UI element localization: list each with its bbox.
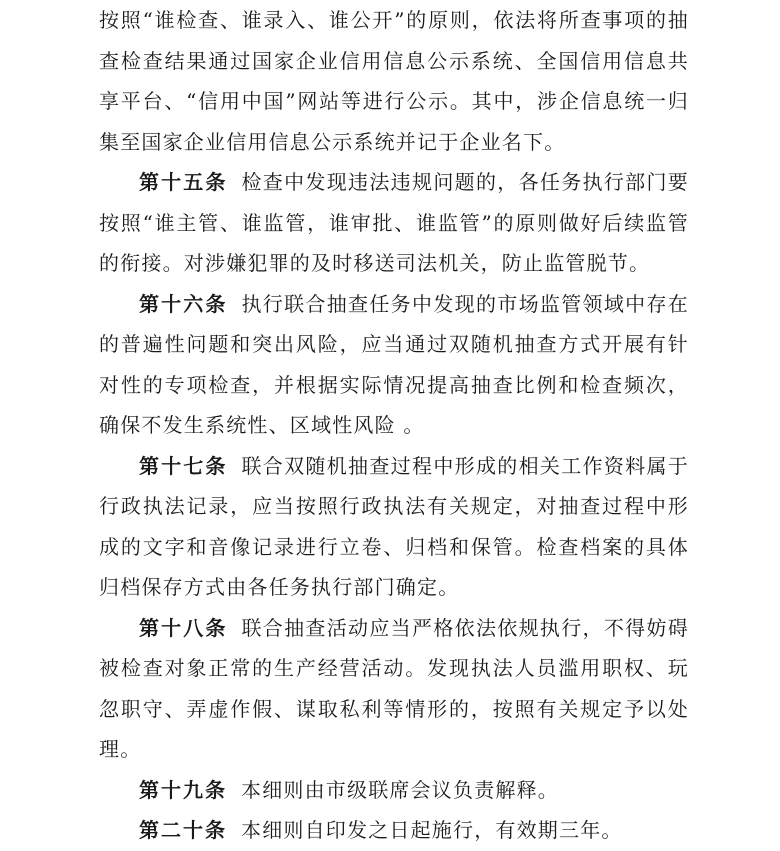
article-text: 执行联合抽查任务中发现的市场监管领域中存在的普遍性问题和突出风险，应当通过双随机抽查方式开展有针对性的专项检查，并根据实际情况提高抽查比例和检查频次，确保不发生系统性、区域性风险 。 — [99, 291, 689, 437]
article-label: 第十五条 — [139, 170, 228, 194]
article-label: 第十七条 — [139, 453, 228, 478]
article-label: 第十九条 — [139, 777, 227, 802]
document-body — [99, 0, 689, 851]
article-17 — [99, 446, 689, 608]
article-20 — [99, 810, 689, 851]
article-text: 联合双随机抽查过程中形成的相关工作资料属于行政执法记录，应当按照行政执法有关规定，对抽查过程中形成的文字和音像记录进行立卷、归档和保管。检查档案的具体归档保存方式由各任务执行部门确定。 — [99, 453, 689, 599]
article-label: 第十六条 — [139, 291, 228, 316]
continuation-paragraph: 按照“谁检查、谁录入、谁公开”的原则，依法将所查事项的抽查检查结果通过国家企业信用信息公示系统、全国信用信息共享平台、“信用中国”网站等进行公示。其中，涉企信息统一归集至国家企业信用信息公示系统并记于企业名下。 — [99, 8, 689, 154]
article-text: 本细则自印发之日起施行，有效期三年。 — [241, 818, 623, 842]
article-label: 第二十条 — [139, 818, 227, 842]
article-label: 第十八条 — [139, 615, 228, 640]
article-19 — [99, 770, 689, 811]
article-text: 检查中发现违法违规问题的，各任务执行部门要按照“谁主管、谁监管，谁审批、谁监管”的原则做好后续监管的衔接。对涉嫌犯罪的及时移送司法机关，防止监管脱节。 — [99, 170, 689, 275]
article-text: 联合抽查活动应当严格依法依规执行，不得妨碍被检查对象正常的生产经营活动。发现执法人员滥用职权、玩忽职守、弄虚作假、谋取私利等情形的，按照有关规定予以处理。 — [99, 615, 689, 761]
article-18 — [99, 608, 689, 770]
article-16 — [99, 284, 689, 446]
article-text: 本细则由市级联席会议负责解释。 — [241, 777, 559, 802]
article-15 — [99, 162, 689, 284]
